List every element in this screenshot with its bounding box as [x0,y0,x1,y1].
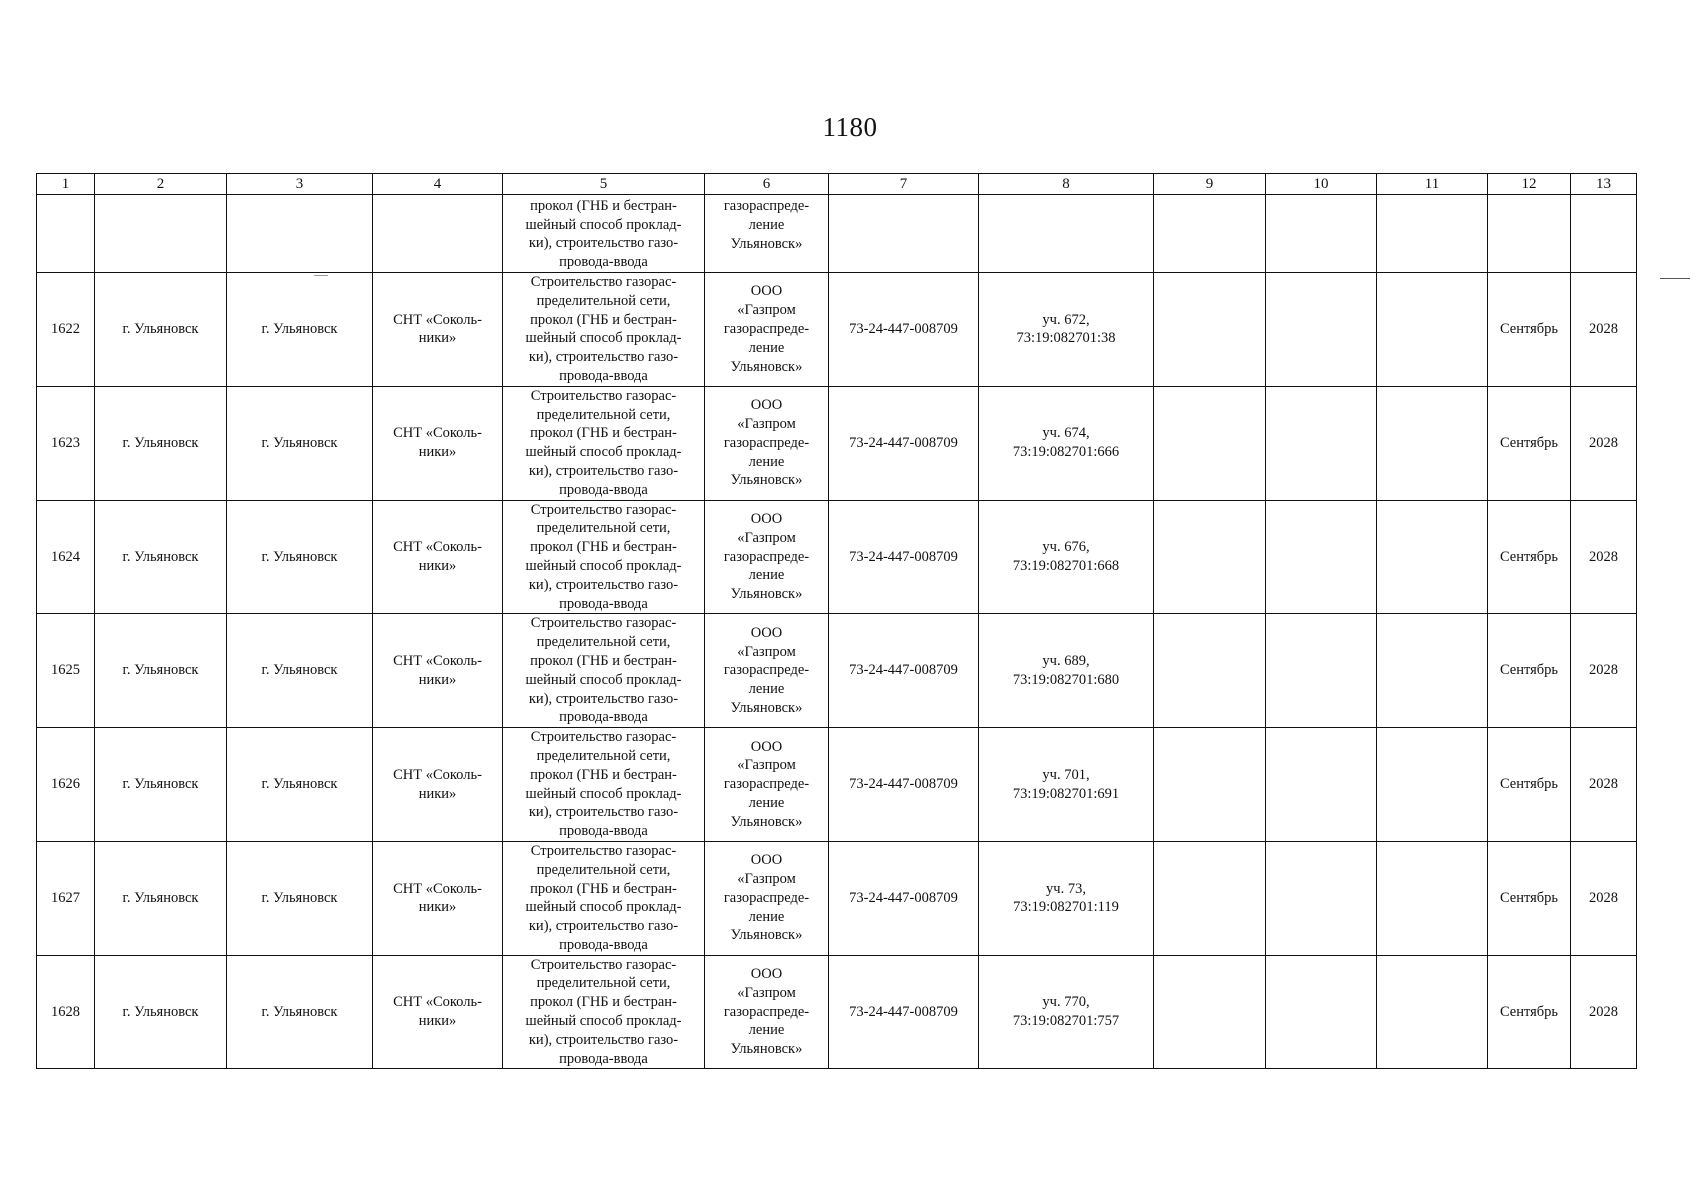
text-line: газораспреде- [723,434,810,451]
text-line: пределительной сети, [536,406,671,423]
cell-organization [705,195,829,273]
cell-empty [1154,386,1266,500]
text-line: 73:19:082701:38 [1016,330,1116,347]
cell-work-description [503,728,705,842]
text-line: Ульяновск» [730,586,803,603]
text-line: Ульяновск» [730,235,803,252]
cell-empty [1377,500,1488,614]
column-number: 1 [37,174,95,195]
cell-empty [95,195,227,273]
cell-locality: г. Ульяновск [227,614,373,728]
cell-organization [705,500,829,614]
cell-month: Сентябрь [1488,500,1571,614]
text-line: 73:19:082701:666 [1012,444,1120,461]
text-line: уч. 676, [1042,539,1090,556]
cell-organization [705,273,829,387]
cell-municipality: г. Ульяновск [95,614,227,728]
column-number: 6 [705,174,829,195]
text-line: ление [748,794,785,811]
text-line: провода-ввода [559,481,648,498]
cell-land-plot [979,614,1154,728]
text-line: шейный способ проклад- [525,444,682,461]
text-line: провода-ввода [559,709,648,726]
text-line: 73:19:082701:691 [1012,785,1120,802]
text-line: пределительной сети, [536,861,671,878]
cell-number: 1626 [37,728,95,842]
table-row [37,614,1637,728]
column-number: 8 [979,174,1154,195]
text-line: ООО [750,738,783,755]
text-line: пределительной сети, [536,520,671,537]
text-line: пределительной сети, [536,292,671,309]
text-line: ки), строительство газо- [528,1031,679,1048]
cell-work-description [503,500,705,614]
text-line: Строительство газорас- [530,274,677,290]
page-number: 1180 [822,112,878,142]
cell-address [373,614,503,728]
register-table [36,173,1637,1069]
text-line: ники» [418,671,457,688]
text-line: уч. 672, [1042,311,1090,328]
cell-empty [1377,728,1488,842]
column-number: 9 [1154,174,1266,195]
cell-locality: г. Ульяновск [227,728,373,842]
text-line: газораспреде- [723,548,810,565]
cell-program-number: 73-24-447-008709 [829,273,979,387]
cell-empty [37,195,95,273]
text-line: СНТ «Соколь- [393,994,482,1011]
cell-month: Сентябрь [1488,728,1571,842]
cell-empty [1377,955,1488,1069]
cell-program-number: 73-24-447-008709 [829,728,979,842]
cell-empty [1377,195,1488,273]
column-number: 12 [1488,174,1571,195]
text-line: Строительство газорас- [530,387,677,404]
text-line: ление [748,681,785,698]
cell-organization [705,386,829,500]
cell-empty [373,195,503,273]
text-line: Строительство газорас- [530,501,677,518]
cell-empty [1266,614,1377,728]
text-line: газораспреде- [723,198,810,214]
text-line: ники» [418,330,457,347]
text-line: шейный способ проклад- [525,785,682,802]
cell-month: Сентябрь [1488,386,1571,500]
text-line: Строительство газорас- [530,842,677,859]
text-line: уч. 701, [1042,766,1090,783]
text-line: Ульяновск» [730,472,803,489]
text-line: ники» [418,785,457,802]
cell-empty [1377,841,1488,955]
cell-year: 2028 [1571,955,1637,1069]
continuation-row [37,195,1637,273]
cell-empty [1377,386,1488,500]
cell-empty [829,195,979,273]
cell-program-number: 73-24-447-008709 [829,500,979,614]
text-line: Ульяновск» [730,358,803,375]
text-line: ООО [750,510,783,527]
text-line: ники» [418,557,457,574]
cell-address [373,500,503,614]
cell-empty [1154,195,1266,273]
text-line: ки), строительство газо- [528,576,679,593]
text-line: «Газпром [737,415,796,432]
table-row [37,386,1637,500]
text-line: пределительной сети, [536,975,671,992]
text-line: ление [748,567,785,584]
cell-empty [1154,614,1266,728]
table-row [37,955,1637,1069]
text-line: газораспреде- [723,776,810,793]
text-line: пределительной сети, [536,747,671,764]
cell-land-plot [979,386,1154,500]
text-line: пределительной сети, [536,634,671,651]
column-number: 10 [1266,174,1377,195]
cell-work-description [503,614,705,728]
cell-number: 1623 [37,386,95,500]
cell-address [373,728,503,842]
cell-work-description [503,195,705,273]
text-line: ление [748,216,785,233]
cell-land-plot [979,841,1154,955]
text-line: ки), строительство газо- [528,235,679,252]
text-line: «Газпром [737,529,796,546]
text-line: Строительство газорас- [530,729,677,746]
cell-number: 1625 [37,614,95,728]
text-line: 73:19:082701:668 [1012,557,1120,574]
text-line: «Газпром [737,757,796,774]
text-line: ление [748,1022,785,1039]
cell-work-description [503,386,705,500]
table-row [37,273,1637,387]
text-line: СНТ «Соколь- [393,766,482,783]
cell-municipality: г. Ульяновск [95,728,227,842]
cell-empty [1154,955,1266,1069]
cell-year: 2028 [1571,273,1637,387]
text-line: «Газпром [737,643,796,660]
text-line: ООО [750,966,783,983]
text-line: провода-ввода [559,1050,648,1067]
cell-year: 2028 [1571,841,1637,955]
text-line: уч. 770, [1042,994,1090,1011]
text-line: ки), строительство газо- [528,918,679,935]
text-line: ООО [750,624,783,641]
cell-empty [1154,841,1266,955]
text-line: ление [748,908,785,925]
text-line: 73:19:082701:757 [1012,1013,1120,1030]
text-line: Ульяновск» [730,813,803,830]
text-line: провода-ввода [559,823,648,840]
column-number: 7 [829,174,979,195]
text-line: газораспреде- [723,662,810,679]
text-line: газораспреде- [723,889,810,906]
cell-organization [705,955,829,1069]
text-line: Строительство газорас- [530,956,677,973]
text-line: ООО [750,283,783,300]
text-line: прокол (ГНБ и бестран- [530,311,677,328]
cell-empty [1488,195,1571,273]
text-line: провода-ввода [559,936,648,953]
column-number: 2 [95,174,227,195]
cell-number: 1624 [37,500,95,614]
cell-land-plot [979,955,1154,1069]
cell-work-description [503,273,705,387]
text-line: прокол (ГНБ и бестран- [530,994,677,1011]
column-number: 5 [503,174,705,195]
text-line: ООО [750,397,783,414]
text-line: Ульяновск» [730,699,803,716]
text-line: «Газпром [737,984,796,1001]
cell-work-description [503,841,705,955]
text-line: СНТ «Соколь- [393,311,482,328]
cell-organization [705,728,829,842]
cell-empty [1571,195,1637,273]
text-line: ники» [418,444,457,461]
text-line: ки), строительство газо- [528,804,679,821]
text-line: прокол (ГНБ и бестран- [530,880,677,897]
text-line: уч. 689, [1042,652,1090,669]
text-line: шейный способ проклад- [525,330,682,347]
text-line: шейный способ проклад- [525,899,682,916]
cell-number: 1622 [37,273,95,387]
cell-program-number: 73-24-447-008709 [829,841,979,955]
text-line: прокол (ГНБ и бестран- [530,766,677,783]
cell-empty [1377,273,1488,387]
text-line: ООО [750,852,783,869]
cell-number: 1627 [37,841,95,955]
cell-empty [1266,955,1377,1069]
cell-organization [705,841,829,955]
text-line: ки), строительство газо- [528,462,679,479]
cell-empty [1266,728,1377,842]
cell-empty [1154,273,1266,387]
cell-municipality: г. Ульяновск [95,273,227,387]
cell-year: 2028 [1571,614,1637,728]
text-line: провода-ввода [559,595,648,612]
text-line: «Газпром [737,302,796,319]
cell-number: 1628 [37,955,95,1069]
text-line: прокол (ГНБ и бестран- [530,539,677,556]
column-number: 3 [227,174,373,195]
text-line: прокол (ГНБ и бестран- [530,197,677,214]
cell-land-plot [979,500,1154,614]
text-line: СНТ «Соколь- [393,425,482,442]
text-line: ки), строительство газо- [528,349,679,366]
text-line: провода-ввода [559,254,648,271]
text-line: СНТ «Соколь- [393,652,482,669]
cell-municipality: г. Ульяновск [95,955,227,1069]
text-line: газораспреде- [723,320,810,337]
text-line: СНТ «Соколь- [393,880,482,897]
column-number-row [37,174,1637,195]
text-line: Строительство газорас- [530,615,677,632]
cell-empty [1377,614,1488,728]
cell-locality: г. Ульяновск [227,500,373,614]
column-number: 4 [373,174,503,195]
table-row [37,728,1637,842]
text-line: СНТ «Соколь- [393,539,482,556]
cell-empty [1266,273,1377,387]
cell-address [373,841,503,955]
cell-locality: г. Ульяновск [227,841,373,955]
text-line: шейный способ проклад- [525,216,682,233]
cell-program-number: 73-24-447-008709 [829,955,979,1069]
text-line: ление [748,339,785,356]
cell-address [373,955,503,1069]
text-line: уч. 674, [1042,425,1090,442]
cell-address [373,386,503,500]
text-line: Ульяновск» [730,927,803,944]
cell-locality: г. Ульяновск [227,955,373,1069]
cell-municipality: г. Ульяновск [95,386,227,500]
cell-work-description [503,955,705,1069]
cell-empty [227,195,373,273]
table-row [37,841,1637,955]
text-line: шейный способ проклад- [525,671,682,688]
table-row [37,500,1637,614]
column-number: 11 [1377,174,1488,195]
scan-mark [1660,278,1690,279]
column-number: 13 [1571,174,1637,195]
text-line: прокол (ГНБ и бестран- [530,652,677,669]
cell-empty [1266,386,1377,500]
cell-municipality: г. Ульяновск [95,500,227,614]
cell-year: 2028 [1571,500,1637,614]
text-line: ление [748,453,785,470]
cell-land-plot [979,728,1154,842]
cell-locality: г. Ульяновск [227,386,373,500]
text-line: ники» [418,899,457,916]
text-line: уч. 73, [1046,880,1086,897]
cell-program-number: 73-24-447-008709 [829,614,979,728]
cell-municipality: г. Ульяновск [95,841,227,955]
text-line: ники» [418,1013,457,1030]
text-line: 73:19:082701:680 [1012,671,1120,688]
text-line: провода-ввода [559,367,648,384]
text-line: прокол (ГНБ и бестран- [530,425,677,442]
text-line: шейный способ проклад- [525,1013,682,1030]
cell-address [373,273,503,387]
cell-locality: г. Ульяновск [227,273,373,387]
cell-land-plot [979,273,1154,387]
text-line: шейный способ проклад- [525,557,682,574]
text-line: Ульяновск» [730,1041,803,1058]
text-line: ки), строительство газо- [528,690,679,707]
cell-month: Сентябрь [1488,955,1571,1069]
cell-month: Сентябрь [1488,841,1571,955]
cell-empty [1266,195,1377,273]
text-line: 73:19:082701:119 [1013,899,1119,916]
cell-organization [705,614,829,728]
cell-month: Сентябрь [1488,614,1571,728]
text-line: газораспреде- [723,1003,810,1020]
cell-month: Сентябрь [1488,273,1571,387]
cell-empty [1266,500,1377,614]
cell-year: 2028 [1571,728,1637,842]
cell-year: 2028 [1571,386,1637,500]
cell-empty [979,195,1154,273]
cell-empty [1266,841,1377,955]
cell-empty [1154,500,1266,614]
cell-empty [1154,728,1266,842]
text-line: «Газпром [737,871,796,888]
cell-program-number: 73-24-447-008709 [829,386,979,500]
